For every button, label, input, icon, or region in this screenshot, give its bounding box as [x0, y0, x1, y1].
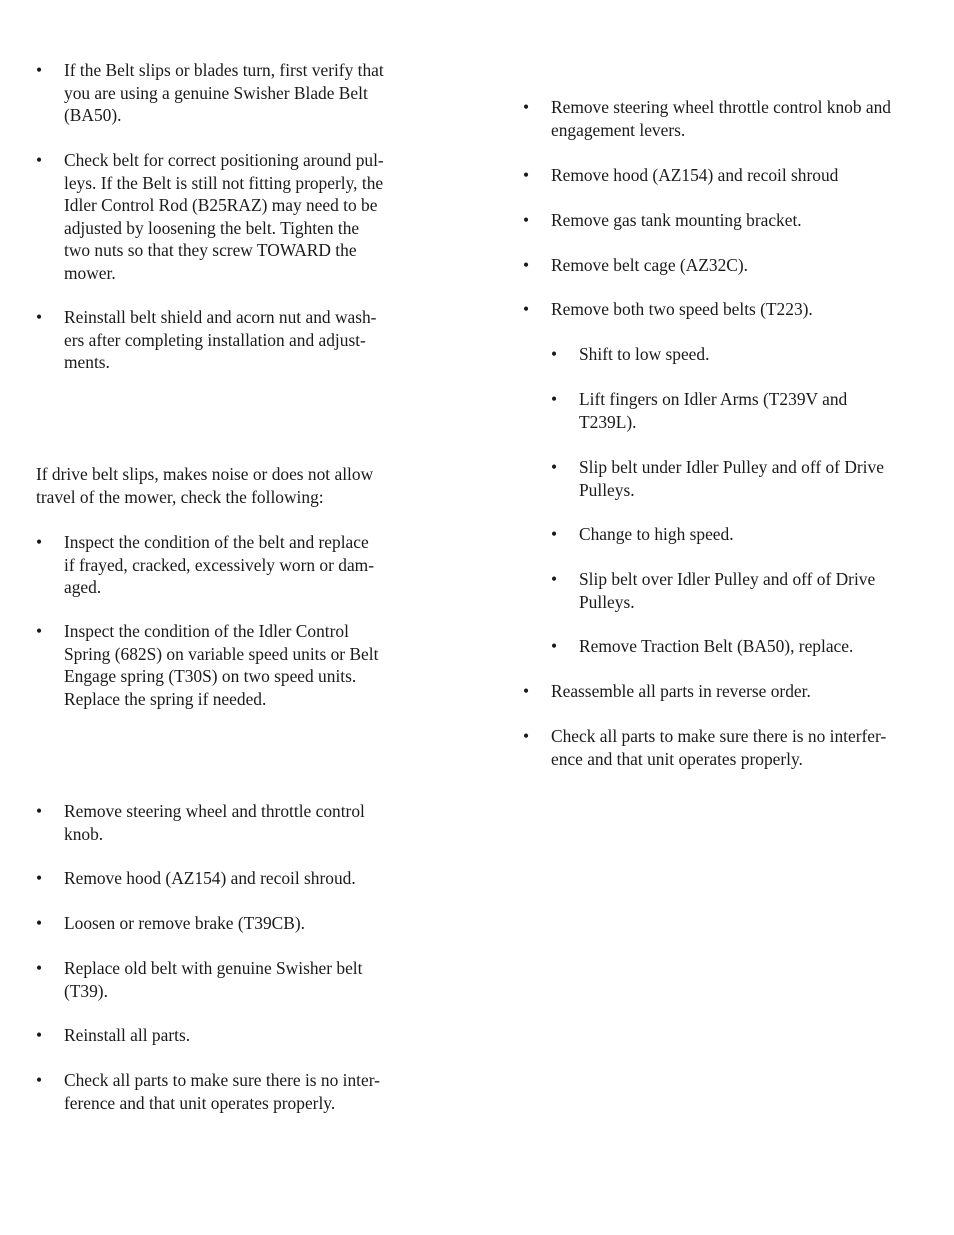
bullet: •: [36, 307, 43, 327]
left-item-6: [36, 800, 416, 845]
bullet: •: [551, 569, 558, 589]
bullet: •: [36, 532, 43, 552]
right-item-2: [523, 164, 923, 187]
bullet: •: [36, 621, 43, 641]
left-item-9: [36, 957, 416, 1002]
bullet: •: [551, 389, 558, 409]
right-item-5: [523, 298, 923, 321]
left-item-10: [36, 1024, 416, 1047]
bullet: •: [523, 681, 530, 701]
bullet: •: [551, 636, 558, 656]
item-text: Remove both two speed belts (T223).: [551, 299, 813, 319]
item-text: Lift fingers on Idler Arms (T239V and T239L).: [579, 389, 848, 432]
bullet: •: [551, 524, 558, 544]
left-item-11: [36, 1069, 416, 1114]
bullet: •: [523, 97, 530, 117]
item-text: Inspect the condition of the Idler Control Spring (682S) on variable speed units or Belt Engage spring (T30S) on two speed units. Replace the spring if needed.: [64, 621, 379, 709]
left-item-5: [36, 620, 416, 710]
item-text: Remove belt cage (AZ32C).: [551, 255, 749, 275]
bullet: •: [36, 801, 43, 821]
left-item-8: [36, 912, 416, 935]
item-text: Slip belt under Idler Pulley and off of Drive Pulleys.: [579, 457, 884, 500]
intro-paragraph: If drive belt slips, makes noise or does not allow travel of the mower, check the following:: [36, 464, 374, 507]
bullet: •: [36, 868, 43, 888]
bullet: •: [523, 726, 530, 746]
item-text: Remove gas tank mounting bracket.: [551, 210, 802, 230]
right-subitem-2: [551, 388, 931, 433]
item-text: Remove steering wheel and throttle control knob.: [64, 801, 365, 844]
bullet: •: [36, 958, 43, 978]
item-text: Remove steering wheel throttle control knob and engagement levers.: [551, 97, 891, 140]
bullet: •: [523, 210, 530, 230]
right-item-7: [523, 725, 923, 770]
right-subitem-3: [551, 456, 931, 501]
item-text: Reinstall belt shield and acorn nut and wash- ers after completing installation and adjust- ments.: [64, 307, 377, 373]
item-text: Reassemble all parts in reverse order.: [551, 681, 811, 701]
left-item-1: [36, 59, 416, 127]
bullet: •: [36, 60, 43, 80]
item-text: Remove Traction Belt (BA50), replace.: [579, 636, 854, 656]
bullet: •: [551, 344, 558, 364]
right-item-4: [523, 254, 923, 277]
item-text: Reinstall all parts.: [64, 1025, 191, 1045]
bullet: •: [36, 1025, 43, 1045]
left-item-3: [36, 306, 416, 374]
bullet: •: [36, 150, 43, 170]
right-subitem-1: [551, 343, 931, 366]
item-text: Check belt for correct positioning around pul- leys. If the Belt is still not fitting properly, the Idler Control Rod (B25RAZ) may need to be adjusted by loosening the belt. Tighten the two nuts so that they screw TOWARD the mower.: [64, 150, 384, 283]
bullet: •: [523, 299, 530, 319]
bullet: •: [523, 165, 530, 185]
item-text: Check all parts to make sure there is no interfer- ence and that unit operates properly.: [551, 726, 887, 769]
item-text: Change to high speed.: [579, 524, 734, 544]
item-text: Loosen or remove brake (T39CB).: [64, 913, 305, 933]
item-text: Remove hood (AZ154) and recoil shroud.: [64, 868, 356, 888]
item-text: Replace old belt with genuine Swisher belt (T39).: [64, 958, 363, 1001]
item-text: Remove hood (AZ154) and recoil shroud: [551, 165, 839, 185]
right-item-6: [523, 680, 923, 703]
right-subitem-5: [551, 568, 931, 613]
bullet: •: [551, 457, 558, 477]
right-item-1: [523, 96, 923, 141]
left-item-4: [36, 531, 416, 599]
item-text: Shift to low speed.: [579, 344, 710, 364]
left-item-7: [36, 867, 416, 890]
item-text: If the Belt slips or blades turn, first verify that you are using a genuine Swisher Blade Belt (BA50).: [64, 60, 384, 126]
item-text: Inspect the condition of the belt and replace if frayed, cracked, excessively worn or dam- aged.: [64, 532, 374, 598]
item-text: Check all parts to make sure there is no inter- ference and that unit operates properly.: [64, 1070, 380, 1113]
bullet: •: [36, 913, 43, 933]
right-item-3: [523, 209, 923, 232]
bullet: •: [36, 1070, 43, 1090]
right-subitem-6: [551, 635, 931, 658]
bullet: •: [523, 255, 530, 275]
item-text: Slip belt over Idler Pulley and off of Drive Pulleys.: [579, 569, 876, 612]
right-subitem-4: [551, 523, 931, 546]
left-item-2: [36, 149, 416, 285]
